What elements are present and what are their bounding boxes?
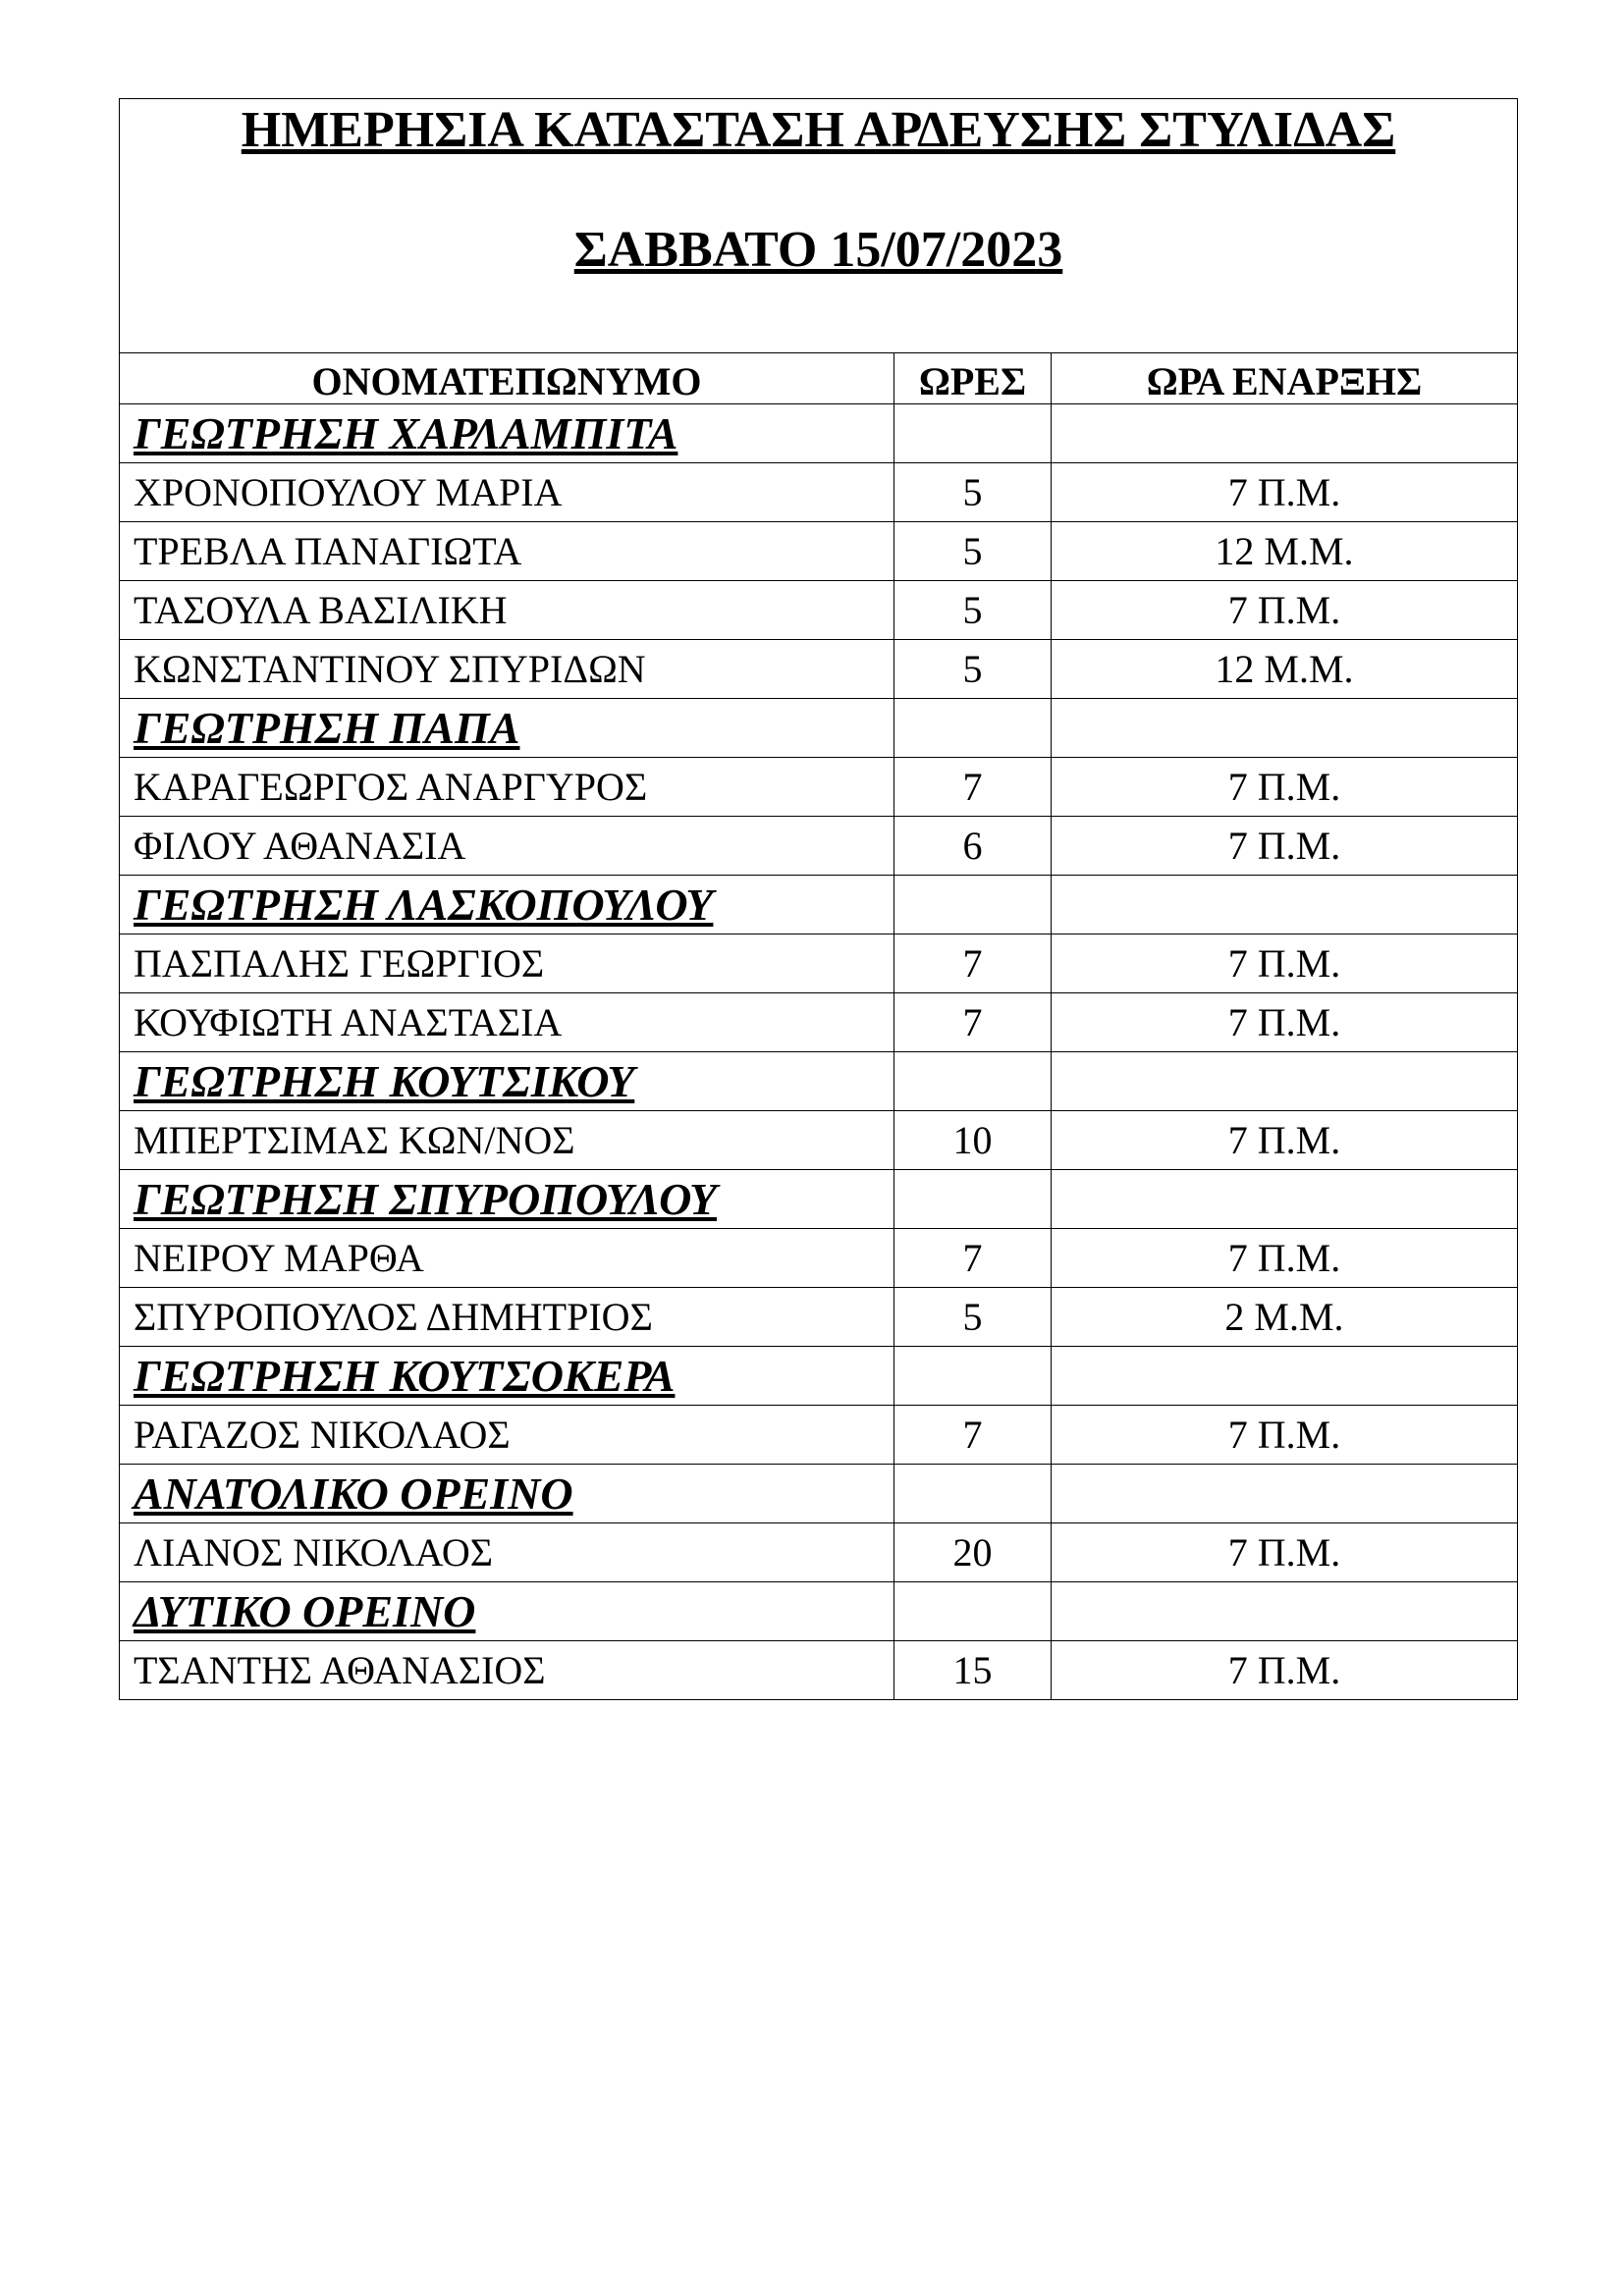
group-hours-empty [894,1170,1052,1229]
start-time: 12 Μ.Μ. [1052,522,1518,581]
table-row [120,1111,1518,1170]
person-name: ΦΙΛΟΥ ΑΘΑΝΑΣΙΑ [120,817,894,876]
group-start-empty [1052,699,1518,758]
start-time: 2 Μ.Μ. [1052,1288,1518,1347]
column-header-start: ΩΡΑ ΕΝΑΡΞΗΣ [1052,353,1518,404]
irrigation-hours: 5 [894,640,1052,699]
column-header-row [120,353,1518,404]
group-hours-empty [894,876,1052,934]
irrigation-hours: 7 [894,934,1052,993]
start-time: 7 Π.Μ. [1052,817,1518,876]
irrigation-hours: 7 [894,993,1052,1052]
person-name: ΛΙΑΝΟΣ ΝΙΚΟΛΑΟΣ [120,1523,894,1582]
table-row [120,1229,1518,1288]
person-name: ΠΑΣΠΑΛΗΣ ΓΕΩΡΓΙΟΣ [120,934,894,993]
group-name: ΓΕΩΤΡΗΣΗ ΧΑΡΛΑΜΠΙΤΑ [120,404,894,463]
table-row [120,934,1518,993]
group-hours-empty [894,1347,1052,1406]
column-header-name: ΟΝΟΜΑΤΕΠΩΝΥΜΟ [120,353,894,404]
person-name: ΡΑΓΑΖΟΣ ΝΙΚΟΛΑΟΣ [120,1406,894,1465]
group-row [120,1465,1518,1523]
person-name: ΤΡΕΒΛΑ ΠΑΝΑΓΙΩΤΑ [120,522,894,581]
group-name: ΔΥΤΙΚΟ ΟΡΕΙΝΟ [120,1582,894,1641]
group-row [120,1347,1518,1406]
group-name: ΓΕΩΤΡΗΣΗ ΚΟΥΤΣΟΚΕΡΑ [120,1347,894,1406]
person-name: ΧΡΟΝΟΠΟΥΛΟΥ ΜΑΡΙΑ [120,463,894,522]
start-time: 7 Π.Μ. [1052,1523,1518,1582]
group-row [120,1582,1518,1641]
group-row [120,1170,1518,1229]
start-time: 7 Π.Μ. [1052,1641,1518,1700]
person-name: ΝΕΙΡΟΥ ΜΑΡΘΑ [120,1229,894,1288]
column-header-hours: ΩΡΕΣ [894,353,1052,404]
person-name: ΤΣΑΝΤΗΣ ΑΘΑΝΑΣΙΟΣ [120,1641,894,1700]
table-row [120,1523,1518,1582]
group-row [120,1052,1518,1111]
irrigation-hours: 7 [894,758,1052,817]
group-start-empty [1052,404,1518,463]
document-title: ΗΜΕΡΗΣΙΑ ΚΑΤΑΣΤΑΣΗ ΑΡΔΕΥΣΗΣ ΣΤΥΛΙΔΑΣ [241,102,1396,158]
irrigation-hours: 15 [894,1641,1052,1700]
table-row [120,1641,1518,1700]
person-name: ΜΠΕΡΤΣΙΜΑΣ ΚΩΝ/ΝΟΣ [120,1111,894,1170]
irrigation-hours: 7 [894,1406,1052,1465]
group-hours-empty [894,1465,1052,1523]
group-row [120,699,1518,758]
person-name: ΚΩΝΣΤΑΝΤΙΝΟΥ ΣΠΥΡΙΔΩΝ [120,640,894,699]
table-row [120,993,1518,1052]
start-time: 7 Π.Μ. [1052,581,1518,640]
table-row [120,581,1518,640]
start-time: 7 Π.Μ. [1052,1111,1518,1170]
document-date: ΣΑΒΒΑΤΟ 15/07/2023 [573,222,1063,278]
person-name: ΤΑΣΟΥΛΑ ΒΑΣΙΛΙΚΗ [120,581,894,640]
irrigation-hours: 6 [894,817,1052,876]
table-row [120,758,1518,817]
group-start-empty [1052,1582,1518,1641]
table-row [120,640,1518,699]
irrigation-hours: 10 [894,1111,1052,1170]
table-row [120,522,1518,581]
group-hours-empty [894,404,1052,463]
group-row [120,876,1518,934]
irrigation-schedule-table [119,98,1518,1700]
group-name: ΓΕΩΤΡΗΣΗ ΠΑΠΑ [120,699,894,758]
start-time: 12 Μ.Μ. [1052,640,1518,699]
table-row [120,1406,1518,1465]
title-row [120,99,1518,353]
irrigation-hours: 5 [894,463,1052,522]
person-name: ΣΠΥΡΟΠΟΥΛΟΣ ΔΗΜΗΤΡΙΟΣ [120,1288,894,1347]
group-row [120,404,1518,463]
group-start-empty [1052,1347,1518,1406]
table-row [120,463,1518,522]
group-name: ΑΝΑΤΟΛΙΚΟ ΟΡΕΙΝΟ [120,1465,894,1523]
irrigation-hours: 5 [894,522,1052,581]
person-name: ΚΑΡΑΓΕΩΡΓΟΣ ΑΝΑΡΓΥΡΟΣ [120,758,894,817]
table-row [120,817,1518,876]
group-start-empty [1052,1465,1518,1523]
irrigation-hours: 5 [894,1288,1052,1347]
person-name: ΚΟΥΦΙΩΤΗ ΑΝΑΣΤΑΣΙΑ [120,993,894,1052]
start-time: 7 Π.Μ. [1052,934,1518,993]
irrigation-hours: 5 [894,581,1052,640]
start-time: 7 Π.Μ. [1052,993,1518,1052]
group-name: ΓΕΩΤΡΗΣΗ ΚΟΥΤΣΙΚΟΥ [120,1052,894,1111]
title-cell [120,99,1518,353]
schedule-body [120,99,1518,1700]
group-name: ΓΕΩΤΡΗΣΗ ΣΠΥΡΟΠΟΥΛΟΥ [120,1170,894,1229]
group-start-empty [1052,1170,1518,1229]
irrigation-hours: 7 [894,1229,1052,1288]
irrigation-hours: 20 [894,1523,1052,1582]
group-hours-empty [894,1052,1052,1111]
start-time: 7 Π.Μ. [1052,758,1518,817]
start-time: 7 Π.Μ. [1052,1406,1518,1465]
group-name: ΓΕΩΤΡΗΣΗ ΛΑΣΚΟΠΟΥΛΟΥ [120,876,894,934]
group-start-empty [1052,1052,1518,1111]
group-hours-empty [894,699,1052,758]
start-time: 7 Π.Μ. [1052,1229,1518,1288]
table-row [120,1288,1518,1347]
group-hours-empty [894,1582,1052,1641]
start-time: 7 Π.Μ. [1052,463,1518,522]
group-start-empty [1052,876,1518,934]
